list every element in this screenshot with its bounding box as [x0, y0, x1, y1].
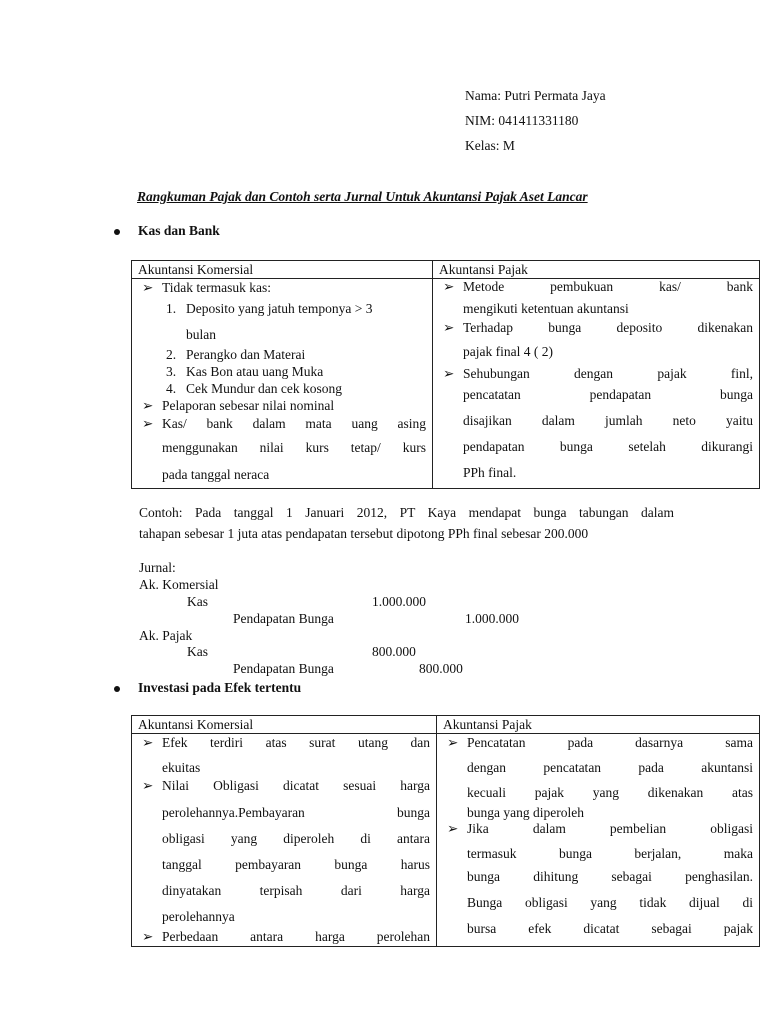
- list-item: ➢ Tidak termasuk kas:: [142, 280, 271, 295]
- journal-pajak-label: Ak. Pajak: [139, 628, 193, 643]
- arrow-bullet-icon: ➢: [142, 778, 154, 793]
- list-item: ➢ Kas/ bank dalam mata uang asing: [138, 414, 426, 434]
- journal-k-pendapatan: Pendapatan Bunga: [233, 611, 334, 626]
- arrow-bullet-icon: ➢: [447, 821, 459, 836]
- journal-p-pendapatan-credit: 800.000: [419, 661, 463, 676]
- table-header-komersial: Akuntansi Komersial: [132, 261, 433, 279]
- journal-k-pendapatan-credit: 1.000.000: [465, 611, 519, 626]
- student-nim: NIM: 041411331180: [465, 113, 579, 128]
- list-item: Bunga obligasi yang tidak dijual di: [467, 895, 753, 910]
- arrow-bullet-icon: ➢: [142, 280, 154, 295]
- list-item: perolehannya.Pembayaran bunga: [162, 805, 430, 820]
- list-item: tanggal pembayaran bunga harus: [162, 857, 430, 872]
- list-item: ➢ Pencatatan pada dasarnya sama: [447, 735, 753, 750]
- table-header-pajak: Akuntansi Pajak: [437, 716, 760, 734]
- kas-bank-table: [131, 260, 760, 489]
- arrow-bullet-icon: ➢: [142, 398, 154, 413]
- list-item: pencatatan pendapatan bunga: [463, 387, 753, 402]
- arrow-bullet-icon: ➢: [142, 735, 154, 750]
- section-heading-investasi: Investasi pada Efek tertentu: [138, 680, 302, 695]
- section-heading-kas-bank: Kas dan Bank: [138, 223, 220, 238]
- list-item: bunga yang diperoleh: [467, 805, 584, 820]
- student-class: Kelas: M: [465, 138, 515, 153]
- pajak-cell: [433, 279, 760, 489]
- komersial-cell: [132, 734, 437, 947]
- list-item: obligasi yang diperoleh di antara: [162, 831, 430, 846]
- list-item: PPh final.: [463, 465, 517, 480]
- journal-k-kas-debit: 1.000.000: [372, 594, 426, 609]
- list-item: 4. Cek Mundur dan cek kosong: [166, 381, 342, 396]
- list-item: ➢ Pelaporan sebesar nilai nominal: [142, 398, 335, 413]
- list-item: ➢ Sehubungan dengan pajak finl,: [443, 366, 753, 381]
- list-item: ➢ Terhadap bunga deposito dikenakan: [439, 317, 753, 339]
- arrow-bullet-icon: ➢: [447, 735, 459, 750]
- list-item: 3. Kas Bon atau uang Muka: [166, 364, 324, 379]
- student-name: Nama: Putri Permata Jaya: [465, 88, 606, 103]
- list-item: perolehannya: [162, 909, 235, 924]
- list-item: dengan pencatatan pada akuntansi: [467, 760, 753, 775]
- journal-p-kas: Kas: [187, 644, 208, 659]
- list-item: ➢ Metode pembukuan kas/ bank: [443, 279, 753, 294]
- list-item: 2. Perangko dan Materai: [166, 347, 306, 362]
- list-item: bulan: [186, 327, 216, 342]
- list-item: ekuitas: [162, 760, 201, 775]
- journal-p-pendapatan: Pendapatan Bunga: [233, 661, 334, 676]
- list-item: kecuali pajak yang dikenakan atas: [467, 785, 753, 800]
- list-item: pajak final 4 ( 2): [463, 344, 553, 359]
- list-item: ➢ Perbedaan antara harga perolehan: [142, 929, 430, 944]
- journal-komersial-label: Ak. Komersial: [139, 577, 219, 592]
- list-item: disajikan dalam jumlah neto yaitu: [463, 413, 753, 428]
- list-item: pendapatan bunga setelah dikurangi: [463, 439, 753, 454]
- bullet-dot-icon: [114, 229, 120, 235]
- list-item: bursa efek dicatat sebagai pajak: [467, 921, 753, 936]
- investasi-table: [131, 715, 760, 947]
- journal-label: Jurnal:: [139, 560, 176, 575]
- list-item: dinyatakan terpisah dari harga: [162, 883, 430, 898]
- komersial-cell: [132, 279, 433, 489]
- bullet-dot-icon: [114, 686, 120, 692]
- table-header-pajak: Akuntansi Pajak: [433, 261, 760, 279]
- table-header-komersial: Akuntansi Komersial: [132, 716, 437, 734]
- list-item: termasuk bunga berjalan, maka: [467, 846, 753, 861]
- arrow-bullet-icon: ➢: [142, 416, 154, 431]
- document-title: Rangkuman Pajak dan Contoh serta Jurnal Untuk Akuntansi Pajak Aset Lancar: [137, 189, 588, 204]
- arrow-bullet-icon: ➢: [142, 929, 154, 944]
- example-line-2: tahapan sebesar 1 juta atas pendapatan tersebut dipotong PPh final sebesar 200.000: [139, 526, 589, 541]
- list-item: menggunakan nilai kurs tetap/ kurs: [162, 440, 426, 455]
- arrow-bullet-icon: ➢: [443, 320, 455, 335]
- list-item: ➢ Efek terdiri atas surat utang dan: [142, 735, 430, 750]
- arrow-bullet-icon: ➢: [443, 279, 455, 294]
- list-item: mengikuti ketentuan akuntansi: [463, 301, 629, 316]
- list-item: ➢ Jika dalam pembelian obligasi: [447, 821, 753, 836]
- arrow-bullet-icon: ➢: [443, 366, 455, 381]
- list-item: ➢ Nilai Obligasi dicatat sesuai harga: [138, 772, 430, 800]
- pajak-cell: [437, 734, 760, 947]
- list-item: 1. Deposito yang jatuh temponya > 3: [166, 301, 373, 316]
- list-item: bunga dihitung sebagai penghasilan.: [467, 869, 753, 884]
- journal-p-kas-debit: 800.000: [372, 644, 416, 659]
- list-item: pada tanggal neraca: [162, 467, 270, 482]
- journal-k-kas: Kas: [187, 594, 208, 609]
- example-line-1: Contoh: Pada tanggal 1 Januari 2012, PT Kaya mendapat bunga tabungan dalam: [139, 505, 674, 520]
